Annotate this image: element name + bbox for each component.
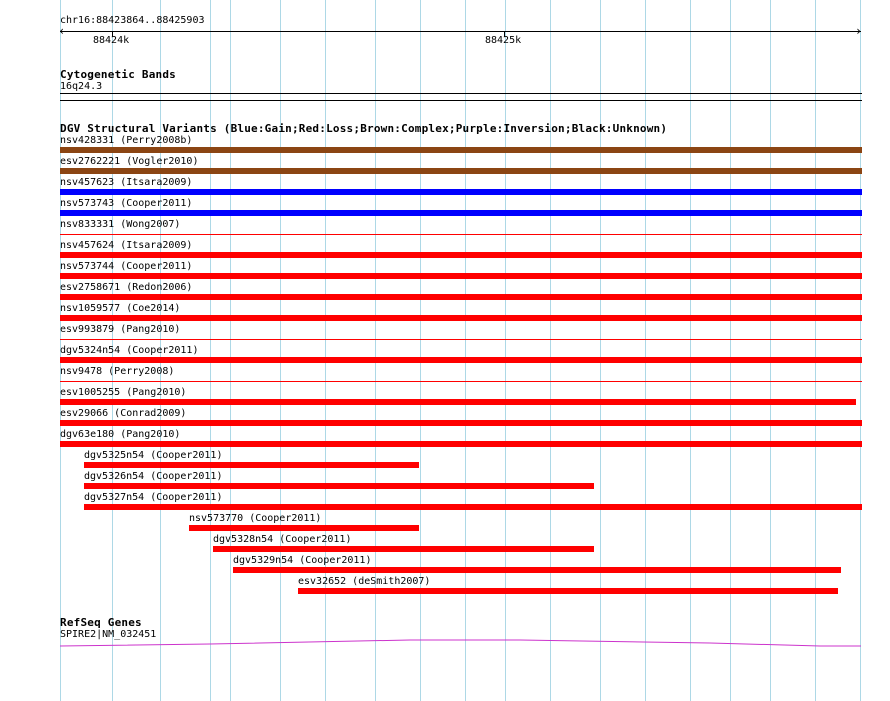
variant-bar[interactable] (60, 357, 862, 363)
grid-line (690, 0, 691, 701)
variant-bar[interactable] (213, 546, 594, 552)
variant-label[interactable]: nsv9478 (Perry2008) (60, 366, 175, 377)
variant-label[interactable]: dgv5328n54 (Cooper2011) (213, 534, 352, 545)
variant-label[interactable]: nsv457624 (Itsara2009) (60, 240, 193, 251)
variant-bar[interactable] (60, 441, 862, 447)
variant-label[interactable]: dgv63e180 (Pang2010) (60, 429, 181, 440)
grid-line (325, 0, 326, 701)
region-label: chr16:88423864..88425903 (60, 15, 205, 26)
grid-line (550, 0, 551, 701)
variant-label[interactable]: esv29066 (Conrad2009) (60, 408, 187, 419)
variant-bar[interactable] (60, 210, 862, 216)
grid-line (465, 0, 466, 701)
variant-label[interactable]: nsv573744 (Cooper2011) (60, 261, 193, 272)
grid-line (375, 0, 376, 701)
variant-label[interactable]: esv993879 (Pang2010) (60, 324, 181, 335)
grid-line (730, 0, 731, 701)
variant-bar[interactable] (60, 315, 862, 321)
variant-bar[interactable] (84, 462, 419, 468)
variant-bar[interactable] (60, 252, 862, 258)
grid-line (505, 0, 506, 701)
refseq-gene-line[interactable] (0, 636, 890, 650)
dgv-track-title: DGV Structural Variants (Blue:Gain;Red:Loss;Brown:Complex;Purple:Inversion;Black:Unknown) (60, 122, 668, 135)
cytoband-track-title: Cytogenetic Bands (60, 68, 176, 81)
grid-line (280, 0, 281, 701)
grid-line (600, 0, 601, 701)
variant-label[interactable]: nsv428331 (Perry2008b) (60, 135, 193, 146)
grid-line (770, 0, 771, 701)
variant-bar[interactable] (60, 294, 862, 300)
variant-bar[interactable] (60, 399, 856, 405)
ruler-axis (60, 31, 861, 32)
variant-label[interactable]: esv1005255 (Pang2010) (60, 387, 187, 398)
ruler-left-arrow: ‹ (58, 24, 66, 38)
variant-bar[interactable] (60, 168, 862, 174)
variant-label[interactable]: nsv833331 (Wong2007) (60, 219, 181, 230)
variant-bar[interactable] (298, 588, 838, 594)
ruler-tick-label: 88424k (93, 35, 130, 46)
variant-label[interactable]: dgv5329n54 (Cooper2011) (233, 555, 372, 566)
variant-bar[interactable] (84, 504, 862, 510)
ruler-tick-label: 88425k (485, 35, 522, 46)
variant-bar[interactable] (189, 525, 419, 531)
variant-label[interactable]: nsv1059577 (Coe2014) (60, 303, 181, 314)
variant-label[interactable]: dgv5326n54 (Cooper2011) (84, 471, 223, 482)
grid-line (815, 0, 816, 701)
grid-line (860, 0, 861, 701)
variant-label[interactable]: dgv5324n54 (Cooper2011) (60, 345, 199, 356)
variant-bar[interactable] (60, 339, 862, 340)
variant-bar[interactable] (60, 420, 862, 426)
grid-line (210, 0, 211, 701)
variant-label[interactable]: esv2762221 (Vogler2010) (60, 156, 199, 167)
grid-line (645, 0, 646, 701)
variant-label[interactable]: nsv573770 (Cooper2011) (189, 513, 322, 524)
ruler-right-arrow: › (855, 24, 863, 38)
variant-label[interactable]: dgv5325n54 (Cooper2011) (84, 450, 223, 461)
cytoband-band-top (60, 93, 862, 94)
grid-line (230, 0, 231, 701)
variant-label[interactable]: esv32652 (deSmith2007) (298, 576, 431, 587)
variant-label[interactable]: nsv573743 (Cooper2011) (60, 198, 193, 209)
cytoband-label: 16q24.3 (60, 81, 103, 92)
variant-label[interactable]: esv2758671 (Redon2006) (60, 282, 193, 293)
refseq-track-title: RefSeq Genes (60, 616, 142, 629)
variant-bar[interactable] (60, 189, 862, 195)
grid-line (420, 0, 421, 701)
cytoband-band-bottom (60, 100, 862, 101)
variant-bar[interactable] (84, 483, 594, 489)
variant-bar[interactable] (60, 147, 862, 153)
variant-bar[interactable] (233, 567, 841, 573)
variant-label[interactable]: nsv457623 (Itsara2009) (60, 177, 193, 188)
refseq-gene-label[interactable]: SPIRE2|NM_032451 (60, 629, 157, 640)
variant-bar[interactable] (60, 273, 862, 279)
variant-label[interactable]: dgv5327n54 (Cooper2011) (84, 492, 223, 503)
variant-bar[interactable] (60, 234, 862, 235)
variant-bar[interactable] (60, 381, 862, 382)
